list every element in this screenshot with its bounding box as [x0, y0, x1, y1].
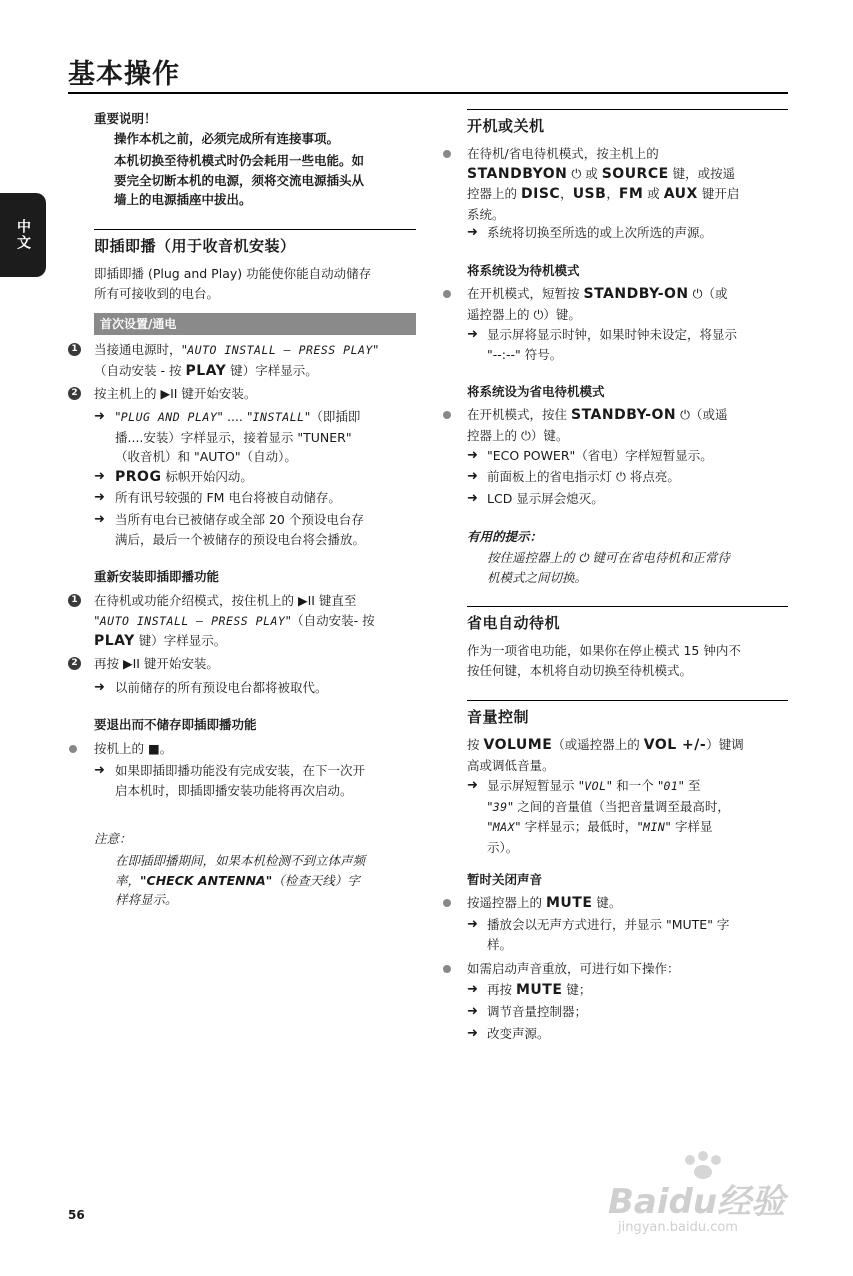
arrow-icon: ➜ [467, 917, 478, 932]
section-rule [467, 606, 788, 607]
important-line1: 操作本机之前，必须完成所有连接事项。 [114, 131, 340, 146]
arrow-text: "ECO POWER"（省电）字样短暂显示。 [487, 448, 713, 463]
arrow-icon: ➜ [94, 763, 105, 778]
watermark-main: Baidu经验 [608, 1182, 786, 1222]
arrow-text: 所有讯号较强的 FM 电台将被自动储存。 [115, 490, 341, 505]
plug-play-intro: 即插即播 (Plug and Play) 功能使你能自动动储存 所有可接收到的电台。 [94, 266, 372, 301]
mute-heading: 暂时关闭声音 [467, 872, 543, 887]
arrow-icon: ➜ [467, 1004, 478, 1019]
arrow-text: 再按 MUTE 键； [487, 982, 592, 998]
tip-heading: 有用的提示： [467, 529, 543, 544]
section-rule [467, 109, 788, 110]
bullet [443, 899, 451, 907]
mute-bullet2: 如需启动声音重放，可进行如下操作： [467, 961, 680, 976]
step1-text: 当接通电源时，"AUTO INSTALL – PRESS PLAY" （自动安装 - 按 PLAY 键）字样显示。 [94, 342, 379, 379]
arrow-text: 改变声源。 [487, 1026, 550, 1041]
arrow-icon: ➜ [94, 490, 105, 505]
arrow-icon: ➜ [467, 982, 478, 997]
step-number: 1 [68, 594, 81, 607]
arrow-text: 显示屏短暂显示 "VOL" 和一个 "01" 至 "39" 之间的音量值（当把音量调至最高时， "MAX" 字样显示；最低时，"MIN" 字样显 示）。 [487, 778, 730, 855]
arrow-text: 系统将切换至所选的或上次所选的声源。 [487, 225, 713, 240]
auto-standby-text: 作为一项省电功能，如果你在停止模式 15 钟内不 按任何键，本机将自动切换至待机模式。 [467, 643, 741, 678]
important-para2: 本机切换至待机模式时仍会耗用一些电能。如 要完全切断本机的电源，须将交流电源插头从 墙上的电源插座中拔出。 [114, 153, 365, 207]
arrow-icon: ➜ [467, 448, 478, 463]
exit-bullet-text: 按机上的 ■。 [94, 741, 173, 756]
bullet [443, 150, 451, 158]
arrow-text: "PLUG AND PLAY" .... "INSTALL"（即插即 播....安装）字样显示，接着显示 "TUNER" （收音机）和 "AUTO"（自动）。 [115, 409, 361, 464]
page-number: 56 [68, 1208, 85, 1222]
language-tab: 中文 [0, 193, 46, 277]
arrow-text: 显示屏将显示时钟，如果时钟未设定，将显示 "--:--" 符号。 [487, 327, 738, 362]
section-rule [94, 229, 416, 230]
volume-title: 音量控制 [467, 708, 530, 726]
reinstall-heading: 重新安装即插即播功能 [94, 569, 220, 584]
reinstall-step1: 在待机或功能介绍模式，按住机上的 ▶II 键直至 "AUTO INSTALL – PRESS PLAY"（自动安装- 按 PLAY 键）字样显示。 [94, 593, 375, 649]
step-number: 2 [68, 387, 81, 400]
volume-text: 按 VOLUME（或遥控器上的 VOL +/-）键调 高或调低音量。 [467, 737, 744, 773]
note-heading: 注意： [94, 831, 132, 846]
arrow-text: 前面板上的省电指示灯 ⏻ 将点亮。 [487, 469, 680, 484]
title-rule [68, 92, 788, 94]
first-setup-bar: 首次设置/通电 [94, 313, 416, 335]
auto-standby-title: 省电自动待机 [467, 614, 561, 632]
eco-bullet: 在开机模式，按住 STANDBY-ON ⏻（或遥 控器上的 ⏻）键。 [467, 407, 728, 443]
bullet [443, 965, 451, 973]
standby-heading: 将系统设为待机模式 [467, 263, 580, 278]
plug-play-title: 即插即播（用于收音机安装） [94, 237, 296, 255]
arrow-icon: ➜ [94, 512, 105, 527]
arrow-icon: ➜ [94, 469, 105, 484]
eco-heading: 将系统设为省电待机模式 [467, 384, 605, 399]
arrow-text: 以前储存的所有预设电台都将被取代。 [115, 680, 328, 695]
arrow-text: 当所有电台已被储存或全部 20 个预设电台存 满后，最后一个被储存的预设电台将会播放。 [115, 512, 366, 547]
step-number: 1 [68, 343, 81, 356]
mute-bullet1: 按遥控器上的 MUTE 键。 [467, 895, 622, 911]
arrow-icon: ➜ [94, 409, 105, 424]
arrow-text: PROG 标帜开始闪动。 [115, 469, 253, 485]
important-heading: 重要说明！ [94, 111, 157, 126]
bullet [443, 290, 451, 298]
power-title: 开机或关机 [467, 117, 545, 135]
arrow-text: 如果即插即播功能没有完成安装，在下一次开 启本机时，即插即播安装功能将再次启动。 [115, 763, 366, 798]
arrow-text: 调节音量控制器； [487, 1004, 588, 1019]
arrow-icon: ➜ [94, 680, 105, 695]
step-number: 2 [68, 657, 81, 670]
arrow-icon: ➜ [467, 225, 478, 240]
standby-bullet: 在开机模式，短暂按 STANDBY-ON ⏻（或 遥控器上的 ⏻）键。 [467, 286, 728, 322]
step2-text: 按主机上的 ▶II 键开始安装。 [94, 386, 257, 401]
arrow-icon: ➜ [467, 1026, 478, 1041]
section-rule [467, 700, 788, 701]
power-bullet1: 在待机/省电待机模式，按主机上的 STANDBYON ⏻ 或 SOURCE 键，或按遥 控器上的 DISC，USB，FM 或 AUX 键开启 系统。 [467, 146, 740, 222]
page-title: 基本操作 [68, 59, 180, 90]
baidu-watermark [608, 1150, 803, 1250]
exit-heading: 要退出而不储存即插即播功能 [94, 717, 257, 732]
tip-text: 按住遥控器上的 ⏻ 键可在省电待机和正常待 机模式之间切换。 [487, 550, 730, 585]
watermark-url: jingyan.baidu.com [618, 1220, 738, 1235]
arrow-icon: ➜ [467, 778, 478, 793]
reinstall-step2: 再按 ▶II 键开始安装。 [94, 656, 219, 671]
arrow-text: 播放会以无声方式进行，并显示 "MUTE" 字 样。 [487, 917, 730, 952]
arrow-icon: ➜ [467, 491, 478, 506]
bullet [69, 745, 77, 753]
arrow-icon: ➜ [467, 327, 478, 342]
note-text: 在即插即播期间，如果本机检测不到立体声频 率，"CHECK ANTENNA"（检查天线）字 样将显示。 [115, 853, 366, 907]
bullet [443, 411, 451, 419]
arrow-icon: ➜ [467, 469, 478, 484]
arrow-text: LCD 显示屏会熄灭。 [487, 491, 604, 506]
